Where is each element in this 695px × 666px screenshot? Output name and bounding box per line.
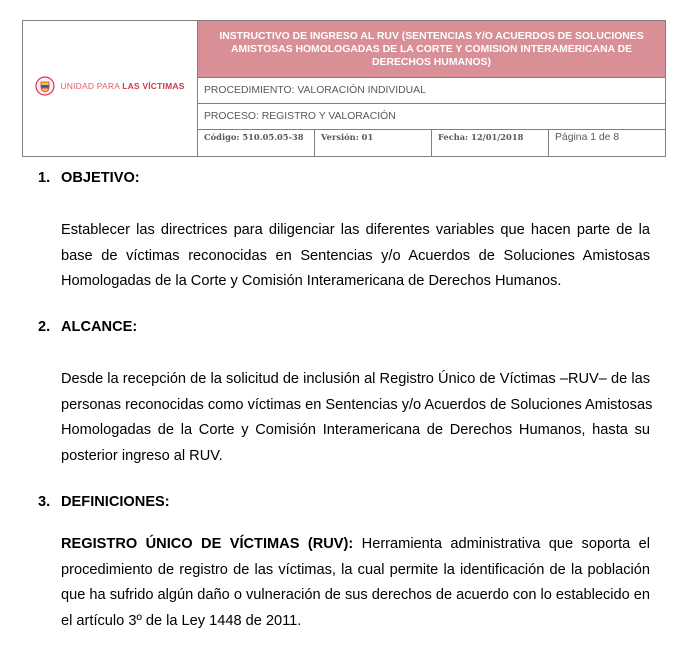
paragraph-line: Desde la recepción de la solicitud de inclusión al Registro Único de Víctimas –RUV– de las xyxy=(61,371,650,388)
section-definiciones-heading xyxy=(38,494,650,518)
section-number: 3. xyxy=(38,493,51,510)
paragraph-line: posterior ingreso al RUV. xyxy=(61,448,223,465)
codigo-field: Código: 510.05.05-38 xyxy=(198,130,315,157)
section-alcance-heading xyxy=(38,319,650,343)
paragraph-line: Homologadas de la Corte y Comisión Interamericana de Derechos Humanos. xyxy=(61,273,562,290)
paragraph-line: Establecer las directrices para diligenciar las diferentes variables que hacen parte de la xyxy=(61,222,650,238)
section-title: OBJETIVO: xyxy=(61,170,140,186)
section-title: ALCANCE: xyxy=(61,319,138,336)
proceso-field: PROCESO: REGISTRO Y VALORACIÓN xyxy=(198,104,666,130)
alcance-paragraph xyxy=(61,367,653,470)
objetivo-paragraph xyxy=(61,218,650,295)
document-body xyxy=(38,170,653,635)
pagina-field: Página 1 de 8 xyxy=(549,130,666,157)
document-header xyxy=(22,20,666,157)
definition-text: Herramienta administrativa que soporta el xyxy=(353,535,650,552)
definition-term: REGISTRO ÚNICO DE VÍCTIMAS (RUV): xyxy=(61,535,354,552)
procedimiento-field: PROCEDIMIENTO: VALORACIÓN INDIVIDUAL xyxy=(198,78,666,104)
section-title: DEFINICIONES: xyxy=(61,493,170,510)
paragraph-line: el artículo 3º de la Ley 1448 de 2011. xyxy=(61,612,302,629)
paragraph-line: Homologadas de la Corte y Comisión Interamericana de Derechos Humanos, hasta su xyxy=(61,422,650,439)
section-number: 1. xyxy=(38,170,51,186)
paragraph-line: procedimiento de registro de las víctimas, la cual permite la identificación de la población xyxy=(61,561,650,578)
definiciones-paragraph xyxy=(61,532,650,635)
version-field: Versión: 01 xyxy=(315,130,432,157)
paragraph-line xyxy=(61,532,650,558)
colombia-shield-icon xyxy=(35,76,55,96)
logo-cell xyxy=(23,21,198,157)
unidad-victimas-logo xyxy=(35,76,184,96)
paragraph-line: personas reconocidas como víctimas en Sentencias y/o Acuerdos de Soluciones Amistosas xyxy=(61,396,653,413)
fecha-field: Fecha: 12/01/2018 xyxy=(432,130,549,157)
document-title: INSTRUCTIVO DE INGRESO AL RUV (SENTENCIAS Y/O ACUERDOS DE SOLUCIONES AMISTOSAS HOMOLOGADAS DE LA CORTE Y COMISION INTERAMERICANA DE DERECHOS HUMANOS) xyxy=(198,21,666,78)
section-objetivo-heading xyxy=(38,170,650,194)
paragraph-line: que ha sufrido algún daño o vulneración de sus derechos de acuerdo con lo establecido en xyxy=(61,587,651,604)
logo-text: UNIDAD PARA LAS VÍCTIMAS xyxy=(60,81,185,91)
paragraph-line: base de víctimas reconocidas en Sentencias y/o Acuerdos de Soluciones Amistosas xyxy=(61,247,650,264)
section-number: 2. xyxy=(38,319,51,336)
